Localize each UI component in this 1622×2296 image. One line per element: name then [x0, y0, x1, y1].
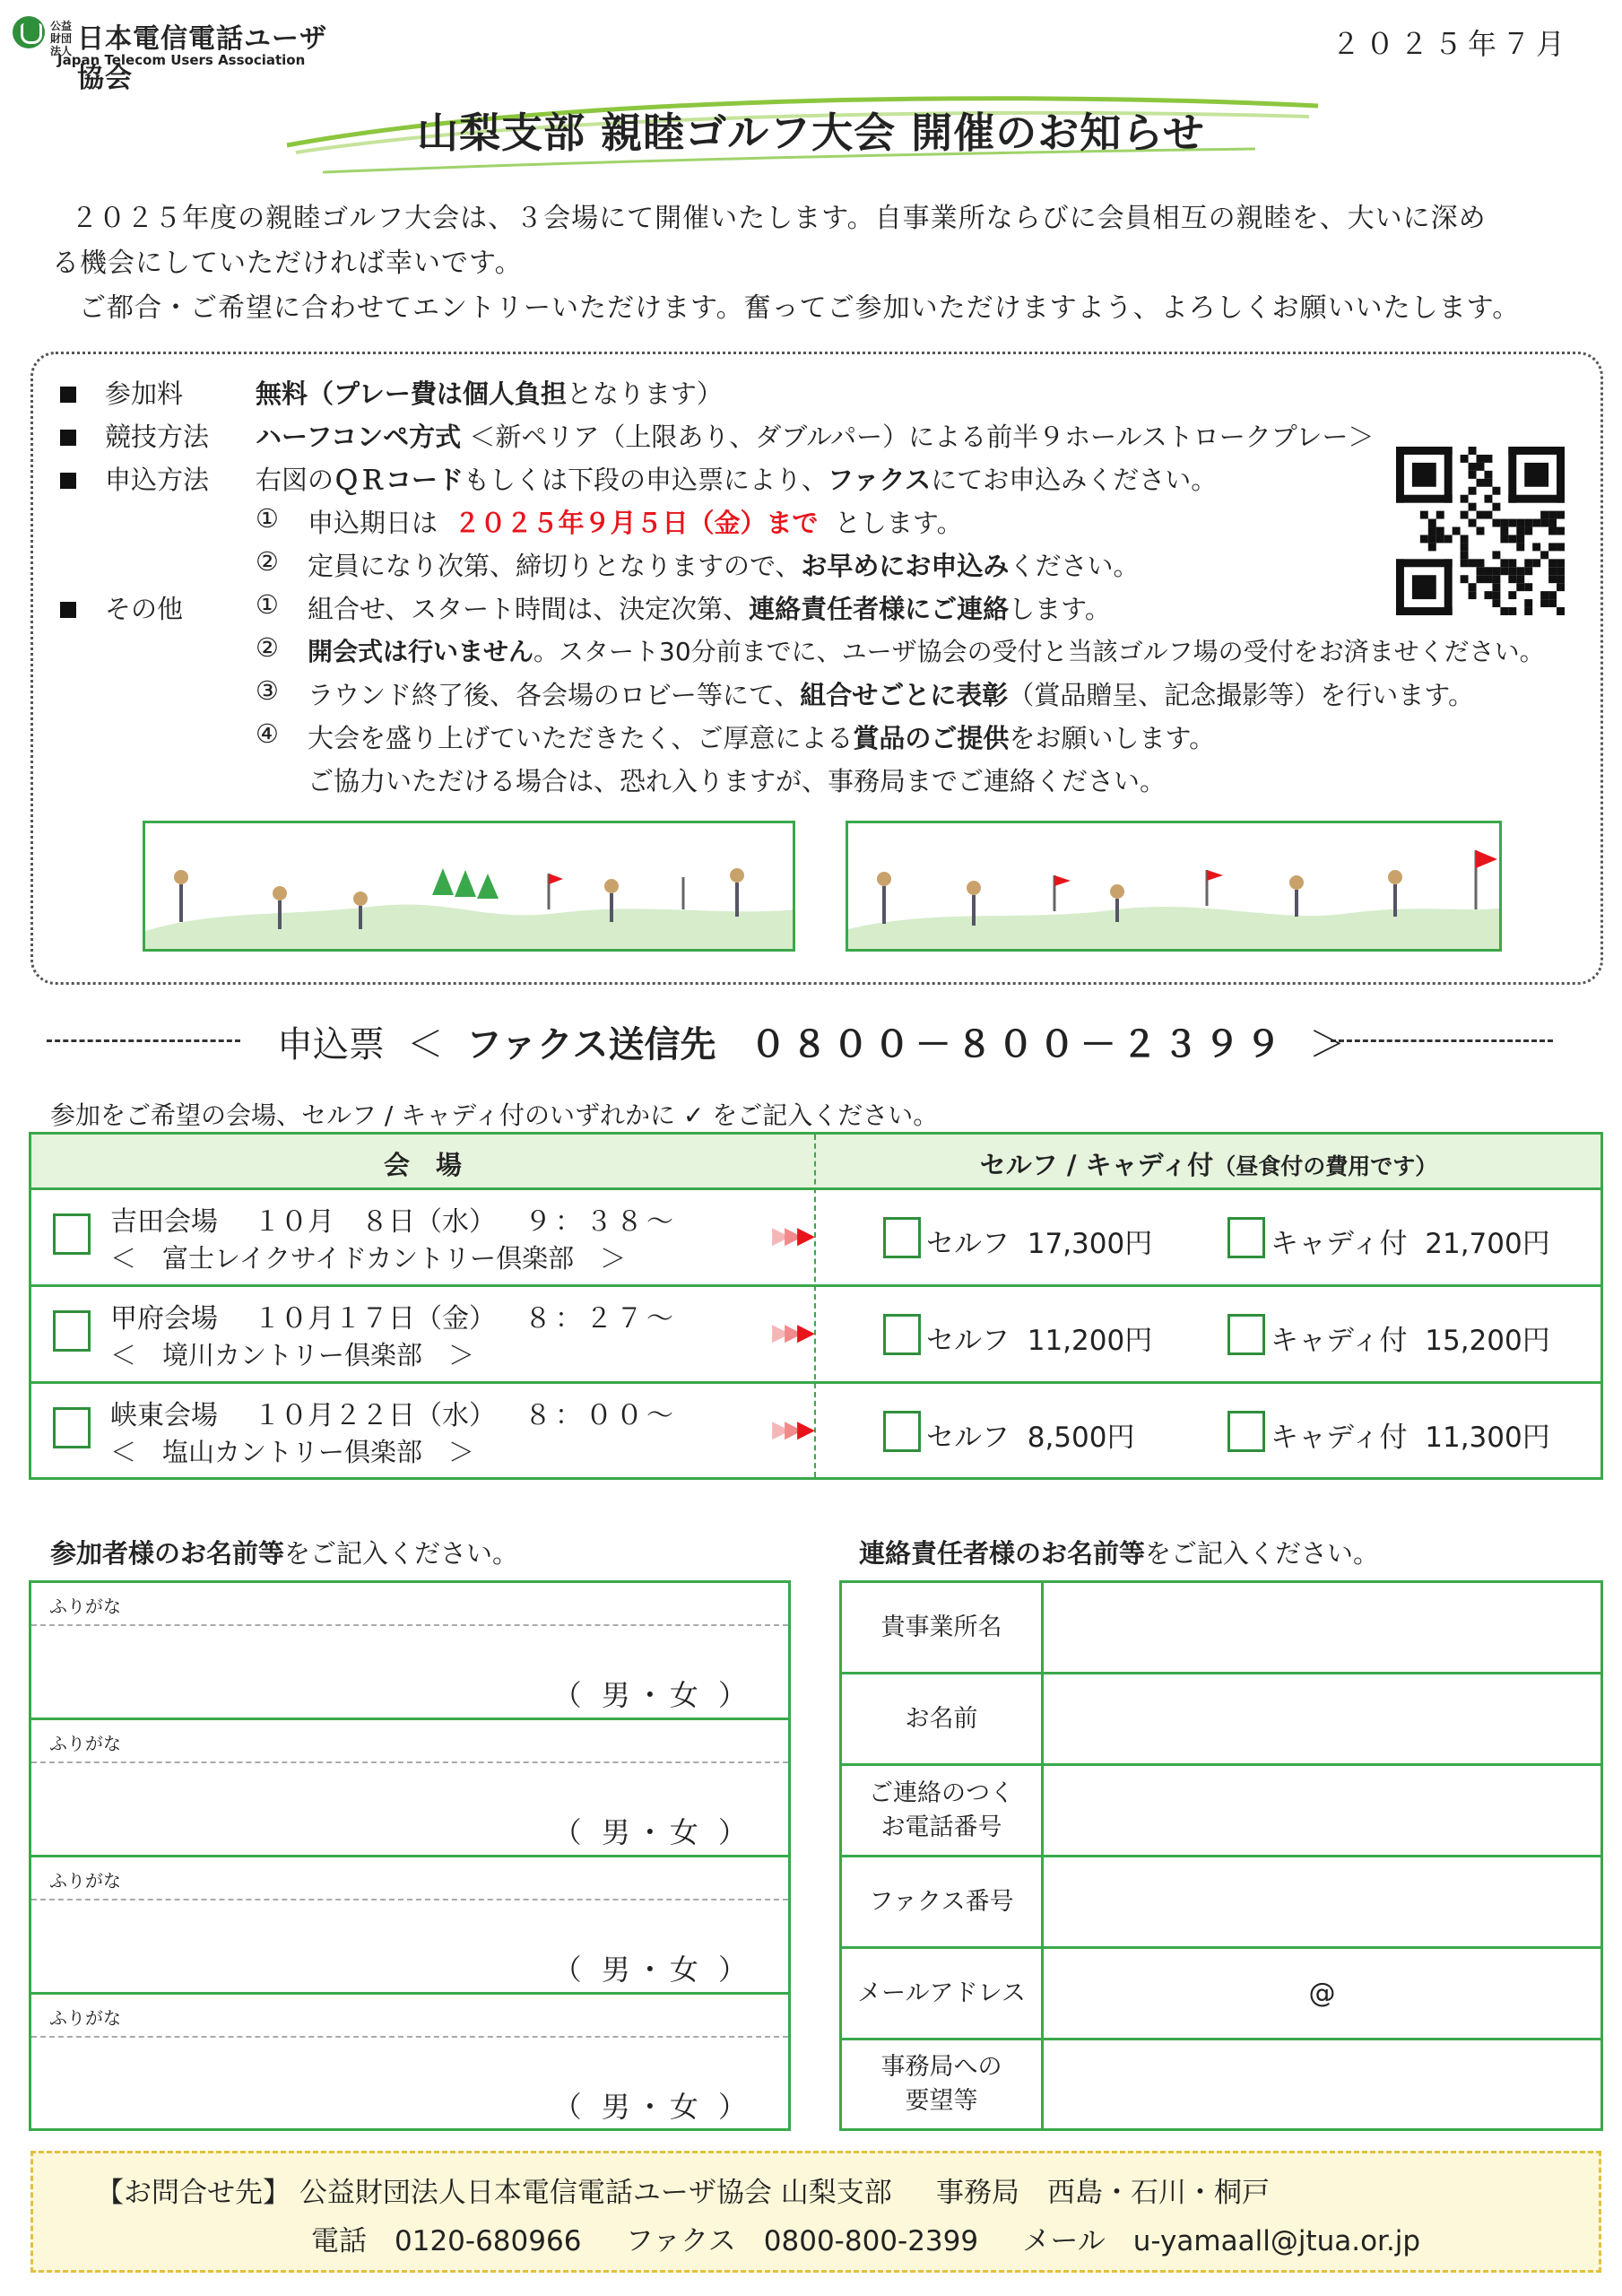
other-4-text-line2: ご協力いただける場合は、恐れ入りますが、事務局までご連絡ください。 [308, 766, 1167, 796]
capacity-text: 定員になり次第、締切りとなりますので、お早めにお申込みください。 [308, 551, 1140, 581]
golf-illustration-left [143, 821, 795, 952]
contact-field-label: 事務局への 要望等 [842, 2040, 1044, 2128]
venue-checkbox[interactable] [53, 1213, 91, 1255]
other-1-num: ① [256, 589, 279, 620]
participant-block[interactable] [31, 1720, 788, 1857]
page-title: 山梨支部 親睦ゴルフ大会 開催のお知らせ [417, 109, 1205, 157]
venue-name-line: 甲府会場 １０月１７日（金） ８：２７～ [110, 1303, 677, 1335]
participants-heading: 参加者様のお名前等をご記入ください。 [50, 1538, 519, 1569]
intro-line-2: る機会にしていただければ幸いです。 [52, 248, 523, 279]
contact-row [842, 2040, 1600, 2128]
check-mark-icon: ✓ [682, 1100, 705, 1130]
form-heading: 申込票 ＜ ファクス送信先 ０８００－８００－２３９９ ＞ [276, 1024, 1346, 1065]
other-2-text: 開会式は行いません。スタート30分前までに、ユーザ協会の受付と当該ゴルフ場の受付をお済ませください。 [308, 637, 1545, 666]
form-instruction: 参加をご希望の会場、セルフ / キャディ付のいずれかに ✓ をご記入ください。 [50, 1100, 939, 1130]
caddie-checkbox[interactable] [1227, 1411, 1265, 1452]
self-checkbox[interactable] [883, 1411, 921, 1452]
col-venue-header: 会 場 [383, 1150, 462, 1180]
deadline-text: 申込期日は ２０２５年９月５日（金）まで とします。 [308, 508, 963, 538]
furigana-divider [31, 1624, 788, 1626]
bullet-square-icon [60, 602, 76, 618]
gender-choice[interactable]: （ 男・女 ） [552, 1815, 752, 1849]
deadline-num: ① [256, 503, 279, 534]
inquiry-footer [30, 2151, 1601, 2273]
gender-choice[interactable]: （ 男・女 ） [552, 1678, 752, 1712]
qr-code-icon[interactable] [1396, 447, 1565, 615]
golf-illustration-right [846, 821, 1502, 952]
footer-line-2: 電話 0120-680966 ファクス 0800-800-2399 メール u-yamaall@jtua.or.jp [311, 2225, 1421, 2257]
self-checkbox[interactable] [883, 1217, 921, 1258]
contact-row [842, 1857, 1600, 1949]
contact-field-label: お名前 [842, 1674, 1044, 1763]
venue-course: ＜ 塩山カントリー倶楽部 ＞ [110, 1437, 475, 1467]
venue-row [31, 1384, 1600, 1481]
venue-name-line: 吉田会場 １０月 ８日（水） ９：３８～ [110, 1206, 677, 1238]
footer-line-1: 【お問合せ先】 公益財団法人日本電信電話ユーザ協会 山梨支部 事務局 西島・石川・桐戸 [96, 2177, 1270, 2209]
issue-date: ２０２５年７月 [1331, 27, 1570, 61]
col-plan-header: セルフ / キャディ付（昼食付の費用です） [979, 1150, 1438, 1180]
furigana-label: ふりがな [49, 1870, 121, 1892]
bullet-square-icon [60, 473, 76, 489]
venue-row [31, 1287, 1600, 1384]
self-checkbox[interactable] [883, 1314, 921, 1355]
furigana-label: ふりがな [49, 1733, 121, 1754]
caddie-checkbox[interactable] [1227, 1314, 1265, 1355]
contact-row [842, 1766, 1600, 1857]
apply-label: 申込方法 [105, 465, 210, 495]
association-logo [13, 14, 353, 94]
method-text: ハーフコンペ方式 ＜新ペリア（上限あり、ダブルパー）による前半９ホールストロークプレー＞ [256, 422, 1375, 452]
contact-row [842, 1949, 1600, 2040]
contact-heading: 連絡責任者様のお名前等をご記入ください。 [859, 1538, 1380, 1569]
bullet-square-icon [60, 387, 76, 403]
other-3-text: ラウンド終了後、各会場のロビー等にて、組合せごとに表彰（賞品贈呈、記念撮影等）を行います。 [308, 680, 1474, 710]
self-option: セルフ 11,200円 [926, 1325, 1153, 1357]
contact-row [842, 1583, 1600, 1674]
participant-block[interactable] [31, 1857, 788, 1995]
venue-name-line: 峡東会場 １０月２２日（水） ８：００～ [110, 1400, 677, 1431]
other-4-num: ④ [256, 718, 279, 749]
caddie-option: キャディ付 15,200円 [1271, 1325, 1550, 1357]
gender-choice[interactable]: （ 男・女 ） [552, 2090, 752, 2124]
contact-field-input[interactable]: @ [1308, 1978, 1336, 2009]
venue-row [31, 1190, 1600, 1287]
self-option: セルフ 17,300円 [926, 1228, 1153, 1260]
participants-table [29, 1580, 791, 2131]
intro-line-3: ご都合・ご希望に合わせてエントリーいただけます。奮ってご参加いただけますよう、よろしくお願いいたします。 [79, 292, 1521, 324]
fee-text: 無料（プレー費は個人負担となります） [256, 378, 723, 409]
contact-field-label: ファクス番号 [842, 1857, 1044, 1946]
caddie-option: キャディ付 11,300円 [1271, 1422, 1550, 1454]
participant-block[interactable] [31, 1995, 788, 2132]
info-box [30, 352, 1603, 985]
contact-field-input[interactable] [1044, 1857, 1600, 1946]
venue-course: ＜ 境川カントリー倶楽部 ＞ [110, 1340, 475, 1370]
other-3-num: ③ [256, 675, 279, 706]
furigana-divider [31, 2036, 788, 2038]
venue-table [29, 1132, 1603, 1480]
contact-field-label: ご連絡のつく お電話番号 [842, 1766, 1044, 1855]
logo-mark-icon [13, 16, 45, 48]
contact-table [839, 1580, 1603, 2131]
other-1-text: 組合せ、スタート時間は、決定次第、連絡責任者様にご連絡します。 [308, 594, 1111, 624]
furigana-label: ふりがな [49, 2007, 121, 2029]
bullet-square-icon [60, 430, 76, 446]
participant-block[interactable] [31, 1583, 788, 1720]
contact-field-label: メールアドレス [842, 1949, 1044, 2038]
venue-course: ＜ 富士レイクサイドカントリー倶楽部 ＞ [110, 1243, 627, 1274]
method-label: 競技方法 [105, 422, 210, 452]
contact-field-label: 貴事業所名 [842, 1583, 1044, 1672]
gender-choice[interactable]: （ 男・女 ） [552, 1952, 752, 1987]
caddie-option: キャディ付 21,700円 [1271, 1228, 1550, 1260]
apply-text: 右図のＱＲコードもしくは下段の申込票により、ファクスにてお申込みください。 [256, 465, 1218, 495]
intro-line-1: ２０２５年度の親睦ゴルフ大会は、３会場にて開催いたします。自事業所ならびに会員相互の親睦を、大いに深め [71, 203, 1487, 234]
capacity-num: ② [256, 546, 279, 577]
arrow-right-icon: ▶▶▶ [772, 1416, 810, 1443]
contact-field-input[interactable] [1044, 1674, 1600, 1763]
other-2-num: ② [256, 632, 279, 663]
furigana-divider [31, 1899, 788, 1900]
contact-field-input[interactable] [1044, 1583, 1600, 1672]
venue-table-header [31, 1135, 1600, 1190]
caddie-checkbox[interactable] [1227, 1217, 1265, 1258]
furigana-label: ふりがな [49, 1596, 121, 1617]
furigana-divider [31, 1761, 788, 1763]
arrow-right-icon: ▶▶▶ [772, 1319, 810, 1346]
other-label: その他 [105, 594, 184, 624]
venue-checkbox[interactable] [53, 1310, 91, 1352]
contact-field-input[interactable] [1044, 2040, 1600, 2128]
logo-english: Japan Telecom Users Association [57, 52, 306, 68]
self-option: セルフ 8,500円 [926, 1422, 1135, 1454]
contact-field-input[interactable] [1044, 1766, 1600, 1855]
venue-checkbox[interactable] [53, 1407, 91, 1448]
fee-label: 参加料 [105, 378, 184, 409]
arrow-right-icon: ▶▶▶ [772, 1222, 810, 1249]
logo-name: 日本電信電話ユーザ協会 [77, 23, 327, 94]
logo-caption: 公益財団法人 [50, 20, 73, 57]
contact-row [842, 1674, 1600, 1766]
other-4-text: 大会を盛り上げていただきたく、ご厚意による賞品のご提供をお願いします。 [308, 723, 1216, 753]
